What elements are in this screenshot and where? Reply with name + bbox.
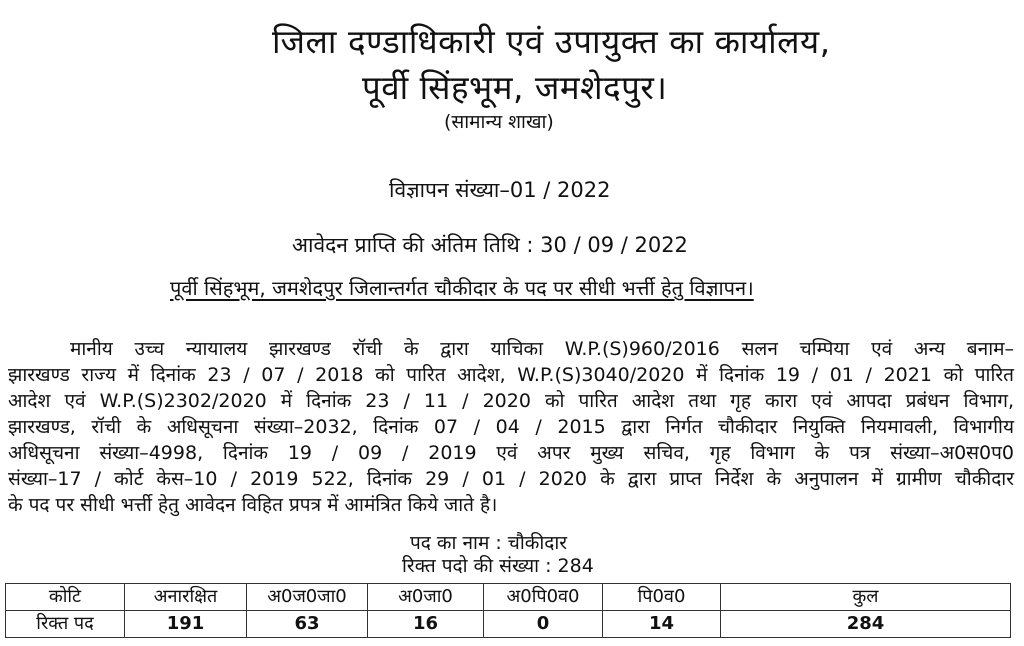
advertisement-subject: पूर्वी सिंहभूम, जमशेदपुर जिलान्तर्गत चौकीदार के पद पर सीधी भर्त्ती हेतु विज्ञापन। <box>170 276 754 300</box>
table-header: अ0ज0जा0 <box>247 584 368 611</box>
application-last-date: आवेदन प्राप्ति की अंतिम तिथि : 30 / 09 / 2022 <box>292 233 688 257</box>
body-line: आदेश एवं W.P.(S)2302/2020 में दिनांक 23 / 11 / 2020 को पारित आदेश तथा गृह कारा एवं आपदा प्रबंधन विभाग, <box>8 390 1014 412</box>
body-line: के पद पर सीधी भर्त्ती हेतु आवेदन विहित प्रपत्र में आमंत्रित किये जाते है। <box>8 494 498 516</box>
table-header: अ0पि0व0 <box>484 584 603 611</box>
vacancy-count: रिक्त पदो की संख्या : 284 <box>402 555 594 577</box>
table-cell: रिक्त पद <box>6 611 125 638</box>
table-header: कुल <box>721 584 1011 611</box>
body-line: मानीय उच्च न्यायालय झारखण्ड रॉची के द्वारा याचिका W.P.(S)960/2016 सलन चम्पिया एवं अन्य बनाम– <box>70 338 1014 360</box>
vacancy-table <box>5 583 1011 638</box>
table-header: कोटि <box>6 584 125 611</box>
body-line: झारखण्ड, रॉची के अधिसूचना संख्या–2032, दिनांक 07 / 04 / 2015 द्वारा निर्गत चौकीदार नियुक्ति नियमावली, विभागीय <box>8 416 1014 438</box>
table-header: अ0जा0 <box>368 584 484 611</box>
table-header: अनारक्षित <box>125 584 247 611</box>
office-title-line2: पूर्वी सिंहभूम, जमशेदपुर। <box>362 68 668 107</box>
table-cell: 284 <box>721 611 1011 638</box>
table-cell: 0 <box>484 611 603 638</box>
table-header-row <box>6 584 1011 611</box>
table-header: पि0व0 <box>603 584 721 611</box>
table-cell: 191 <box>125 611 247 638</box>
post-name: पद का नाम : चौकीदार <box>410 532 568 554</box>
branch-name: (सामान्य शाखा) <box>444 111 554 133</box>
body-line: अधिसूचना संख्या–4998, दिनांक 19 / 09 / 2019 एवं अपर मुख्य सचिव, गृह विभाग के पत्र संख्या–अ0स0प0 <box>8 442 1014 464</box>
body-line: झारखण्ड राज्य में दिनांक 23 / 07 / 2018 को पारित आदेश, W.P.(S)3040/2020 में दिनांक 19 / 01 / 2021 को पारित <box>8 364 1014 386</box>
table-cell: 16 <box>368 611 484 638</box>
body-line: संख्या–17 / कोर्ट केस–10 / 2019 522, दिनांक 29 / 01 / 2020 के द्वारा प्राप्त निर्देश के अनुपालन में ग्रामीण चौकीदार <box>8 468 1014 490</box>
table-cell: 14 <box>603 611 721 638</box>
advertisement-number: विज्ञापन संख्या–01 / 2022 <box>389 178 611 202</box>
table-cell: 63 <box>247 611 368 638</box>
table-row <box>6 611 1011 638</box>
office-title-line1: जिला दण्डाधिकारी एवं उपायुक्त का कार्यालय, <box>272 22 831 61</box>
